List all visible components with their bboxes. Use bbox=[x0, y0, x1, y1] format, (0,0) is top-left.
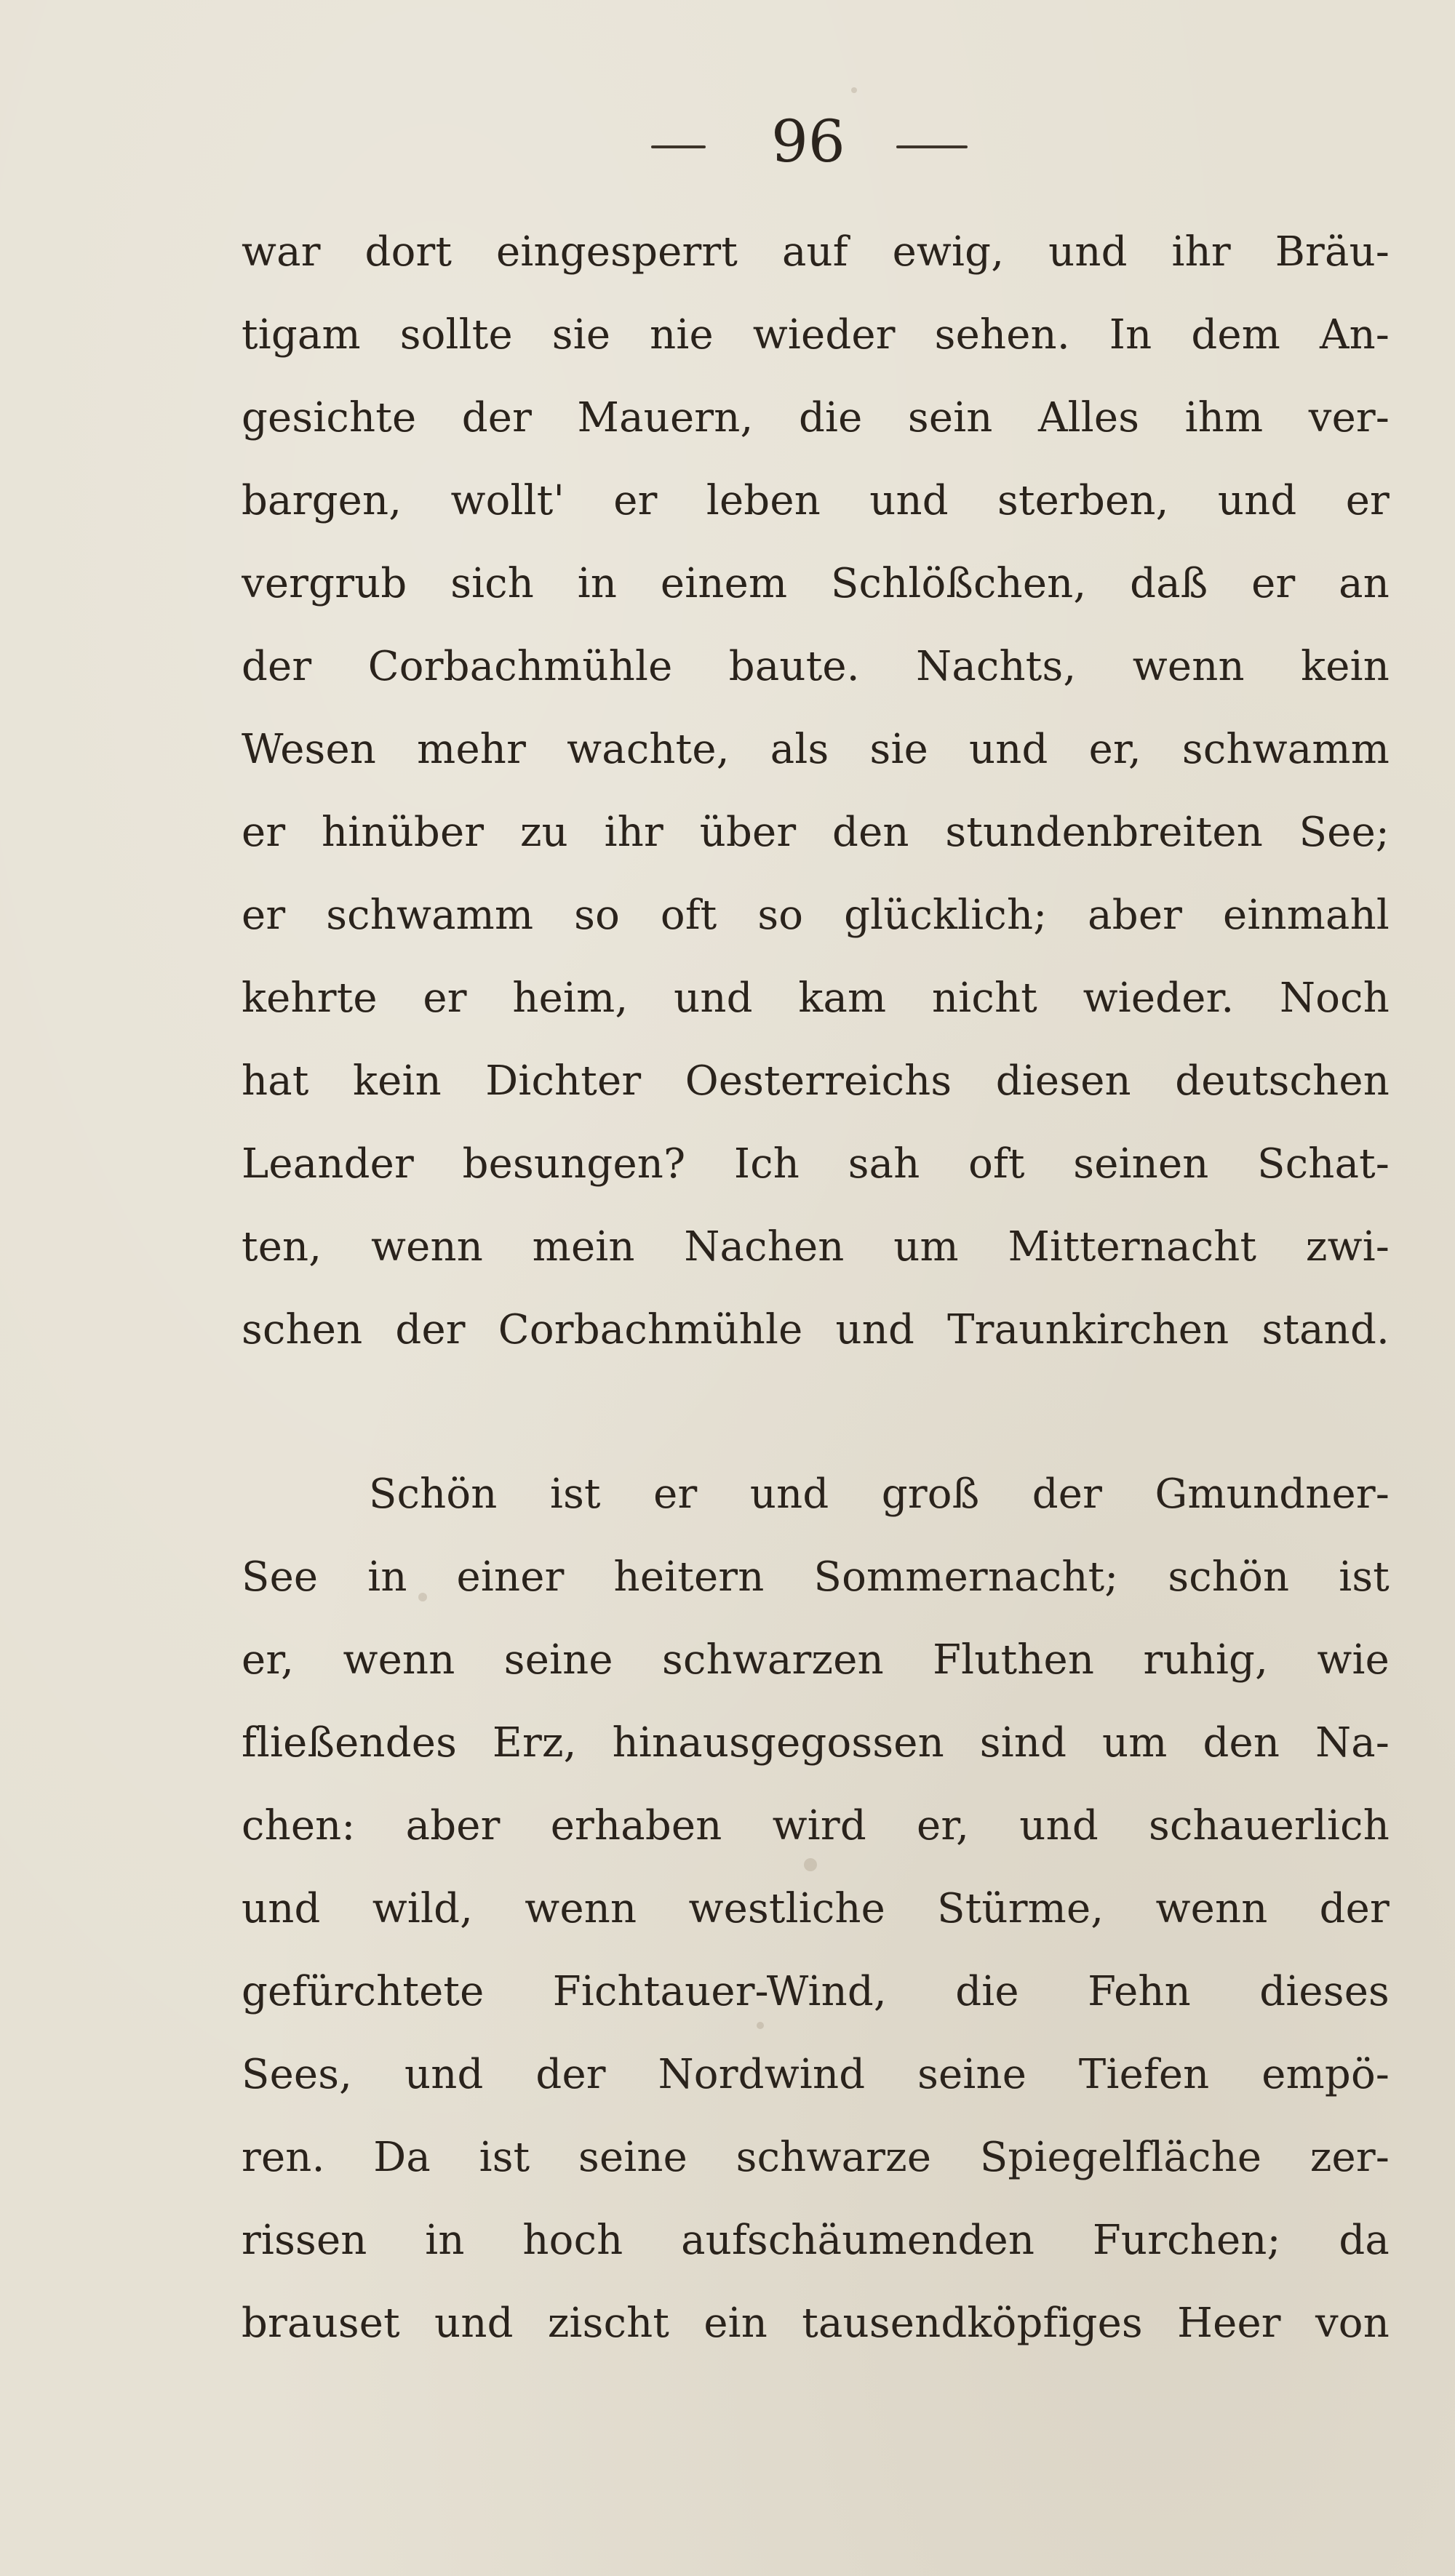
text-line: rissen in hoch aufschäumenden Furchen; da bbox=[242, 2217, 1390, 2264]
text-line: Wesen mehr wachte, als sie und er, schwamm bbox=[242, 726, 1390, 773]
text-line: See in einer heitern Sommernacht; schön ist bbox=[242, 1553, 1390, 1601]
text-line: chen: aber erhaben wird er, und schauerlich bbox=[242, 1802, 1390, 1849]
body-text bbox=[242, 211, 1390, 2365]
text-line: tigam sollte sie nie wieder sehen. In dem An- bbox=[242, 311, 1390, 359]
text-line: Leander besungen? Ich sah oft seinen Schat- bbox=[242, 1140, 1390, 1188]
text-line: gefürchtete Fichtauer-Wind, die Fehn dieses bbox=[242, 1968, 1390, 2015]
text-line: bargen, wollt' er leben und sterben, und er bbox=[242, 477, 1390, 524]
text-line: schen der Corbachmühle und Traunkirchen stand. bbox=[242, 1306, 1390, 1353]
text-line: er, wenn seine schwarzen Fluthen ruhig, wie bbox=[242, 1636, 1390, 1684]
page-number: 96 bbox=[771, 108, 845, 175]
text-line: ten, wenn mein Nachen um Mitternacht zwi- bbox=[242, 1223, 1390, 1271]
text-line: ren. Da ist seine schwarze Spiegelfläche zer- bbox=[242, 2134, 1390, 2181]
text-line: der Corbachmühle baute. Nachts, wenn kein bbox=[242, 643, 1390, 690]
paragraph-gap bbox=[242, 1372, 1390, 1453]
text-line: hat kein Dichter Oesterreichs diesen deutschen bbox=[242, 1057, 1390, 1105]
header-right-dash bbox=[896, 145, 968, 148]
text-line: er hinüber zu ihr über den stundenbreiten See; bbox=[242, 809, 1390, 856]
text-line: fließendes Erz, hinausgegossen sind um den Na- bbox=[242, 1719, 1390, 1767]
text-line: gesichte der Mauern, die sein Alles ihm ver- bbox=[242, 394, 1390, 441]
header-left-dash bbox=[651, 145, 706, 148]
text-line: vergrub sich in einem Schlößchen, daß er an bbox=[242, 560, 1390, 607]
text-line: er schwamm so oft so glücklich; aber einmahl bbox=[242, 892, 1390, 939]
text-line: brauset und zischt ein tausendköpfiges Heer von bbox=[242, 2300, 1390, 2347]
text-line: Sees, und der Nordwind seine Tiefen empö- bbox=[242, 2051, 1390, 2098]
text-line: kehrte er heim, und kam nicht wieder. Noch bbox=[242, 975, 1390, 1022]
text-line: Schön ist er und groß der Gmundner- bbox=[369, 1471, 1390, 1518]
paragraph-1 bbox=[242, 211, 1390, 1372]
text-line: war dort eingesperrt auf ewig, und ihr Bräu- bbox=[242, 228, 1390, 276]
page-header bbox=[0, 109, 1455, 175]
paper-spot bbox=[851, 87, 857, 93]
text-line: und wild, wenn westliche Stürme, wenn der bbox=[242, 1885, 1390, 1932]
paragraph-2 bbox=[242, 1453, 1390, 2365]
